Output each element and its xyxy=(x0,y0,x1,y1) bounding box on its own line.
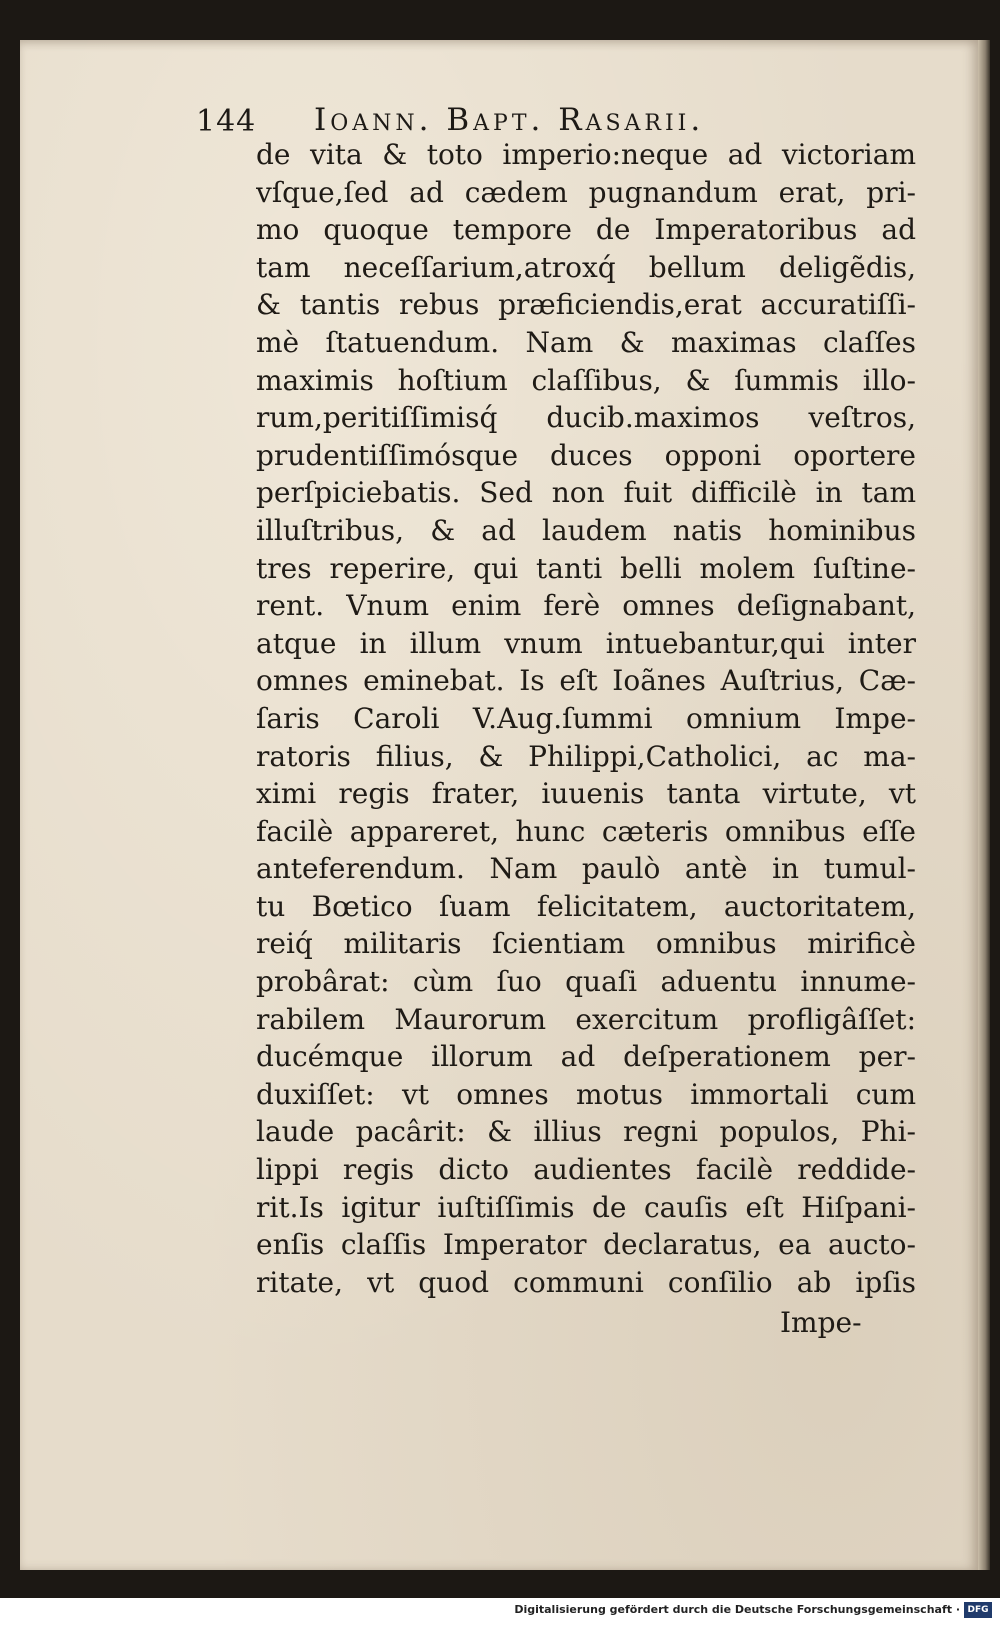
text-line: ducémque illorum ad deſperationem per- xyxy=(256,1040,916,1074)
text-line: probârat: cùm ſuo quaſi aduentu innume- xyxy=(256,965,916,999)
text-line: mo quoque tempore de Imperatoribus ad xyxy=(256,213,916,247)
text-line: prudentiſſimósque duces opponi oportere xyxy=(256,438,916,472)
body-text xyxy=(256,136,916,1301)
text-line: rum,peritiſſimisq́ ducib.maximos veſtros, xyxy=(256,401,916,435)
text-line: lippi regis dicto audientes facilè reddide- xyxy=(256,1153,916,1187)
text-line: reiq́ militaris ſcientiam omnibus mirificè xyxy=(256,927,916,961)
page-edge xyxy=(978,40,990,1570)
page-number: 144 xyxy=(196,104,257,139)
text-line: duxiſſet: vt omnes motus immortali cum xyxy=(256,1077,916,1111)
text-line: & tantis rebus præficiendis,erat accuratiſſi- xyxy=(256,288,916,322)
text-line: facilè appareret, hunc cæteris omnibus eſſe xyxy=(256,814,916,848)
text-line: rent. Vnum enim ferè omnes deſignabant, xyxy=(256,589,916,623)
text-line: illuſtribus, & ad laudem natis hominibus xyxy=(256,513,916,547)
text-line: atque in illum vnum intuebantur,qui inter xyxy=(256,626,916,660)
dfg-logo: DFG xyxy=(964,1602,992,1618)
text-line: ximi regis frater, iuuenis tanta virtute, vt xyxy=(256,777,916,811)
footer-bar xyxy=(0,1598,1000,1626)
text-line: tres reperire, qui tanti belli molem ſuſtine- xyxy=(256,551,916,585)
text-line: tam neceſſarium,atroxq́ bellum deligẽdis, xyxy=(256,250,916,284)
text-line: perſpiciebatis. Sed non fuit difficilè in tam xyxy=(256,476,916,510)
funding-credit: Digitalisierung gefördert durch die Deutsche Forschungsgemeinschaft · xyxy=(514,1603,960,1616)
running-head: Ioann. Bapt. Rasarii. xyxy=(314,102,705,138)
text-line: laude pacârit: & illius regni populos, Phi- xyxy=(256,1115,916,1149)
text-line: de vita & toto imperio:neque ad victoriam xyxy=(256,138,916,171)
text-line: anteferendum. Nam paulò antè in tumul- xyxy=(256,852,916,886)
text-line: omnes eminebat. Is eſt Ioãnes Auſtrius, Cæ- xyxy=(256,664,916,698)
text-line: vſque,ſed ad cædem pugnandum erat, pri- xyxy=(256,175,916,209)
text-line: enſis claſſis Imperator declaratus, ea aucto- xyxy=(256,1228,916,1262)
catchword: Impe- xyxy=(780,1306,862,1339)
text-line: rabilem Maurorum exercitum profligâſſet: xyxy=(256,1002,916,1036)
text-line: ritate, vt quod communi conſilio ab ipſis xyxy=(256,1265,916,1299)
text-line: tu Bœtico ſuam felicitatem, auctoritatem, xyxy=(256,889,916,923)
text-line: maximis hoſtium claſſibus, & ſummis illo- xyxy=(256,363,916,397)
text-line: rit.Is igitur iuſtiſſimis de cauſis eſt Hiſpani- xyxy=(256,1190,916,1224)
text-line: ſaris Caroli V.Aug.ſummi omnium Impe- xyxy=(256,701,916,735)
text-line: mè ſtatuendum. Nam & maximas claſſes xyxy=(256,325,916,359)
text-line: ratoris filius, & Philippi,Catholici, ac ma- xyxy=(256,739,916,773)
